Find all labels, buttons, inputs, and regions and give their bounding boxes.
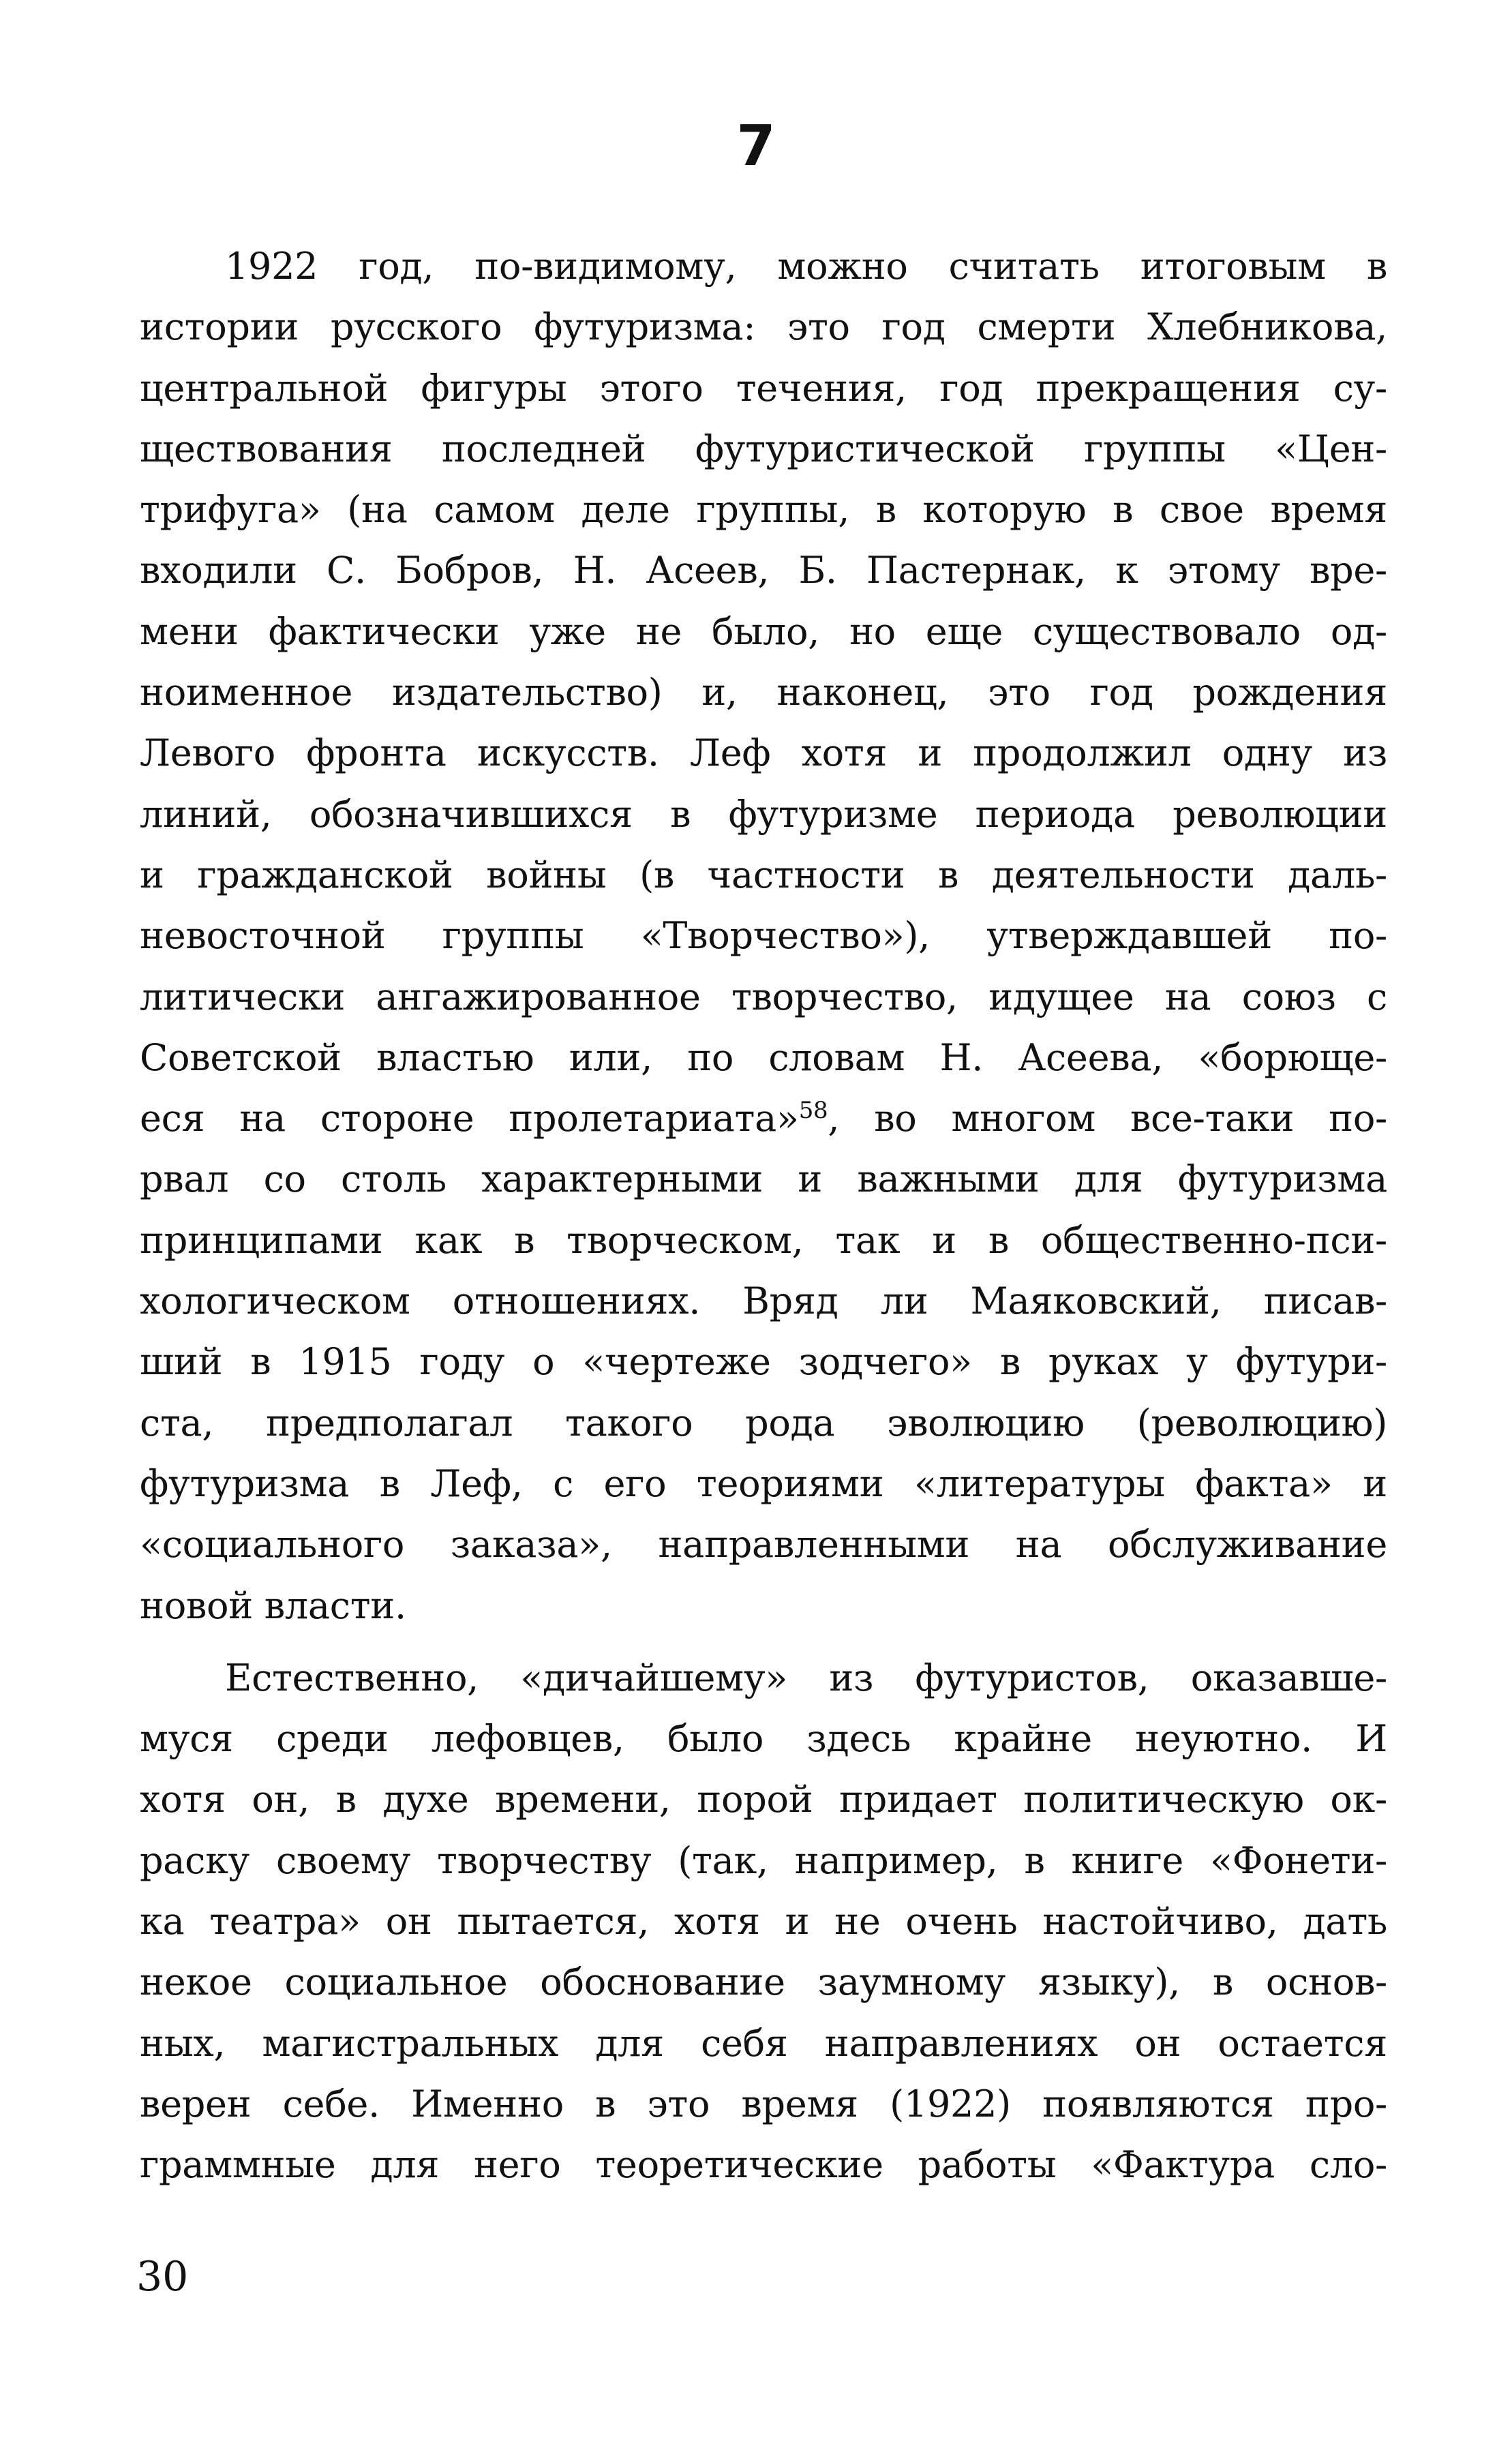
paragraph-gap — [140, 1636, 1387, 1648]
paragraph-1 — [140, 236, 1387, 1636]
text-line-with-footnote — [140, 1088, 1387, 1149]
text-segment: , во многом все-таки по- — [828, 1097, 1387, 1140]
text-line: линий, обозначившихся в футуризме периода революции — [140, 792, 1387, 836]
text-line: ка театра» он пытается, хотя и не очень настойчиво, дать — [140, 1900, 1387, 1943]
text-line: 1922 год, по-видимому, можно считать итоговым в — [225, 245, 1387, 288]
text-line: Естественно, «дичайшему» из футуристов, оказавше- — [225, 1656, 1387, 1699]
text-line: новой власти. — [140, 1584, 406, 1627]
text-line: раску своему творчеству (так, например, в книге «Фонети- — [140, 1838, 1387, 1882]
text-line: и гражданской войны (в частности в деятельности даль- — [140, 853, 1387, 896]
chapter-number: 7 — [736, 114, 776, 179]
text-line: литически ангажированное творчество, идущее на союз с — [140, 975, 1387, 1018]
text-line: Советской властью или, по словам Н. Асеева, «борюще- — [140, 1035, 1387, 1079]
text-line: ший в 1915 году о «чертеже зодчего» в руках у футури- — [140, 1340, 1387, 1384]
text-line: рвал со столь характерными и важными для футуризма — [140, 1157, 1387, 1201]
text-line: граммные для него теоретические работы «Фактура сло- — [140, 2143, 1387, 2187]
text-line: «социального заказа», направленными на обслуживание — [140, 1523, 1387, 1566]
paragraph-2 — [140, 1648, 1387, 2196]
text-segment: еся на стороне пролетариата» — [140, 1097, 799, 1140]
text-line: истории русского футуризма: это год смерти Хлебникова, — [140, 305, 1387, 349]
text-line: футуризма в Леф, с его теориями «литературы факта» и — [140, 1461, 1387, 1505]
text-line: ществования последней футуристической группы «Цен- — [140, 427, 1387, 470]
text-line: ных, магистральных для себя направлениях он остается — [140, 2021, 1387, 2065]
text-line: принципами как в творческом, так и в общественно-пси- — [140, 1218, 1387, 1262]
text-line: ста, предполагал такого рода эволюцию (революцию) — [140, 1401, 1387, 1444]
text-line: невосточной группы «Творчество»), утверждавшей по- — [140, 914, 1387, 958]
page-number: 30 — [136, 2253, 189, 2301]
text-line: трифуга» (на самом деле группы, в которую в свое время — [140, 488, 1387, 532]
text-line: ноименное издательство) и, наконец, это год рождения — [140, 671, 1387, 714]
text-line: Левого фронта искусств. Леф хотя и продолжил одну из — [140, 731, 1387, 775]
text-line: мени фактически уже не было, но еще существовало од- — [140, 609, 1387, 653]
text-line: верен себе. Именно в это время (1922) появляются про- — [140, 2082, 1387, 2125]
text-line: центральной фигуры этого течения, год прекращения су- — [140, 366, 1387, 410]
footnote-marker: 58 — [798, 1097, 828, 1125]
text-line: хологическом отношениях. Вряд ли Маяковский, писав- — [140, 1279, 1387, 1323]
text-line: входили С. Бобров, Н. Асеев, Б. Пастернак, к этому вре- — [140, 549, 1387, 592]
body-text — [140, 236, 1387, 2196]
text-line: хотя он, в духе времени, порой придает политическую ок- — [140, 1778, 1387, 1821]
text-line: некое социальное обоснование заумному языку), в основ- — [140, 1960, 1387, 2004]
text-line: муся среди лефовцев, было здесь крайне неуютно. И — [140, 1717, 1387, 1761]
